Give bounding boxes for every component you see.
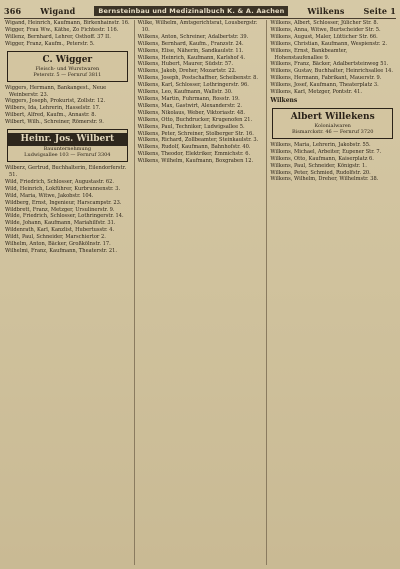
directory-entry: Wildt, Paul, Schneider, Marschiertor 2. (5, 234, 106, 241)
ad-line: Ludwigsallee 103 — Fernruf 3304 (24, 152, 111, 159)
directory-entry: Wilkens, Christian, Kaufmann, Wespienstr. 2. (270, 40, 388, 47)
directory-entry: Wilkens, Martin, Fuhrmann, Rosstr. 19. (137, 95, 240, 102)
col3-entries-bottom (270, 142, 395, 183)
directory-entry: Wilkens, Otto, Buchdrucker, Krugenofen 21. (137, 116, 253, 123)
directory-entry: Wigger, Franz, Kaufm., Peterstr. 5. (5, 40, 95, 47)
directory-entry: Wild, Friedrich, Schlosser, Augustastr. 62. (5, 178, 114, 185)
directory-entry: Wilkens, Gustav, Buchhalter, Heinrichsallee 14. (270, 68, 394, 75)
col2-entries (138, 20, 263, 165)
directory-entry: Wild, Maria, Witwe, Jakobstr. 104. (5, 192, 94, 199)
ad-line: Peterstr. 5 — Fernruf 3811 (33, 71, 102, 78)
header-word-right: Wilkens (307, 5, 345, 16)
directory-entry: Wilbert, Alfred, Kaufm., Annastr. 8. (5, 112, 97, 119)
column-3 (266, 20, 395, 565)
advertisement-wilbert (7, 129, 128, 162)
directory-entry: Wilkens, Otto, Kaufmann, Kaiserplatz 6. (270, 155, 374, 162)
directory-entry: Wilkens, Heinrich, Kaufmann, Karlshof 4. (137, 54, 246, 61)
directory-entry: Wilbers, Ida, Lehrerin, Hasselstr. 17. (5, 105, 101, 112)
directory-entry: Wilkens, Hubert, Maurer, Südstr. 57. (137, 61, 234, 68)
directory-entry: Wilke, Wilhelm, Amtsgerichtsrat, Lousbergstr. 10. (137, 20, 258, 33)
directory-entry: Wilkens, Paul, Schneider, Königstr. 1. (270, 162, 367, 169)
column-2 (134, 20, 263, 565)
directory-entry: Wilkens, Peter, Schreiner, Stolberger Str. 16. (137, 130, 254, 137)
directory-entry: Wilkens, Michael, Arbeiter, Eupener Str. 7. (270, 148, 382, 155)
advertisement-wigger (7, 51, 128, 82)
ad-line: Fleisch- und Wurstwaren (35, 65, 100, 72)
directory-entry: Wilkens, Anna, Witwe, Burtscheider Str. 5. (270, 26, 381, 33)
col1-entries-top (5, 20, 130, 48)
directory-entry: Wild, Heinrich, Lokführer, Kurbrunnenstr. 3. (5, 185, 121, 192)
col3-entries-top (270, 20, 395, 96)
directory-entry: Wilde, Johann, Kaufmann, Mariahilfstr. 31. (5, 220, 116, 227)
columns (5, 20, 395, 565)
directory-entry: Wilkens, Nikolaus, Weber, Viktoriastr. 48. (137, 109, 245, 116)
header-word-left: Wigand (40, 5, 76, 16)
directory-entry: Wigger, Frau Ww., Käthe, Zo Fichtestr. 116. (5, 26, 119, 33)
ad-line: Kolonialwaren (314, 122, 351, 129)
ad-line: Bismarckstr. 46 — Fernruf 3720 (291, 128, 374, 135)
directory-entry: Wiggers, Joseph, Prokurist, Zollstr. 12. (5, 98, 106, 105)
page-number-left: 366 (4, 5, 22, 16)
directory-entry: Wilberz, Gertrud, Buchhalterin, Eilendorferstr. 51. (5, 165, 127, 178)
directory-entry: Wilkens, Karl, Metzger, Pontstr. 41. (270, 89, 362, 96)
ad-name: Albert Willekens (290, 111, 375, 122)
directory-entry: Wilkens, Albert, Schlosser, Jülicher Str. 8. (270, 20, 379, 26)
directory-entry: Wilkens, Ernst, Bankbeamter, Hohenstaufenallee 9. (270, 47, 348, 61)
directory-entry: Wilkens, Joseph, Postschaffner, Scheibenstr. 8. (137, 75, 259, 82)
directory-entry: Wilkens, Karl, Schlosser, Lothringerstr. 96. (137, 82, 249, 89)
ad-name: Heinr. Jos. Wilbert (8, 133, 127, 146)
directory-entry: Wilkens, Josef, Kaufmann, Theaterplatz 3. (270, 82, 379, 89)
directory-entry: Wilkens, Wilhelm, Kaufmann, Boxgraben 12. (137, 158, 254, 165)
header-center-banner: Bernsteinbau und Medizinalbuch K. & A. Aachen (94, 6, 288, 16)
directory-entry: Wildberg, Ernst, Ingenieur, Harscampstr. 23. (5, 199, 122, 206)
directory-entry: Wilkens, Peter, Schmied, Rudolfstr. 20. (270, 169, 371, 176)
directory-entry: Wilkens, Elise, Näherin, Sandkaulstr. 11. (137, 47, 244, 54)
directory-entry: Wilkens, Bernhard, Kaufm., Franzstr. 24. (137, 40, 244, 47)
directory-entry: Wigand, Heinrich, Kaufmann, Birkenhainstr. 16. (5, 20, 130, 26)
directory-entry: Wilhelm, Anton, Bäcker, Großkölnstr. 17. (5, 241, 111, 248)
directory-entry: Wilkens, August, Maler, Lütticher Str. 66. (270, 33, 378, 40)
directory-entry: Wiggers, Hermann, Bankangest., Neue Weinberstr. 23. (5, 84, 107, 98)
ad-name: C. Wigger (42, 54, 93, 65)
page-header (4, 4, 396, 17)
directory-entry: Wildenrath, Karl, Kanzlist, Hubertusstr. 4. (5, 227, 115, 234)
directory-entry: Wilkens, Leo, Kaufmann, Wallstr. 30. (137, 89, 233, 96)
directory-entry: Wilkens, Jakob, Dreher, Mozartstr. 22. (137, 68, 237, 75)
col1-entries-mid (5, 85, 130, 126)
col1-entries-bottom (5, 165, 130, 255)
ad-line: Bauunternehmung (43, 146, 92, 153)
directory-entry: Wilkens, Rudolf, Kaufmann, Bahnhofstr. 40. (137, 144, 251, 151)
directory-entry: Wilde, Friedrich, Schlosser, Lothringerstr. 14. (5, 213, 124, 220)
directory-entry: Wilkens, Hermann, Fabrikant, Mauerstr. 9. (270, 75, 382, 82)
directory-entry: Wilbert, Wilh., Schreiner, Römerstr. 9. (5, 119, 104, 126)
directory-entry: Willenz, Bernhard, Lehrer, Osthoff. 37 II. (5, 33, 111, 40)
directory-entry: Wilkens, Anton, Schreiner, Adalbertstr. 39. (137, 33, 249, 40)
advertisement-willekens (272, 108, 393, 139)
directory-entry: Wilhelmi, Franz, Kaufmann, Theaterstr. 21. (5, 247, 118, 254)
header-rule (4, 18, 396, 19)
directory-entry: Wilkens, Maria, Lehrerin, Jakobstr. 55. (270, 141, 371, 148)
directory-entry: Wilkens, Richard, Zollbeamter, Steinkaulstr. 3. (137, 137, 259, 144)
directory-entry: Wilkens, Theodor, Elektriker, Emmichstr. 6. (137, 151, 251, 158)
directory-entry: Wilkens, Franz, Bäcker, Adalbertsteinweg 51. (270, 61, 389, 68)
directory-entry: Wilkens, Max, Gastwirt, Alexanderstr. 2. (137, 102, 243, 109)
section-heading: Wilkens (270, 96, 298, 104)
directory-entry: Wildbrett, Franz, Metzger, Ursulinerstr. 9. (5, 206, 115, 213)
column-1 (5, 20, 130, 565)
directory-entry: Wilkens, Paul, Techniker, Ludwigsallee 5. (137, 123, 245, 130)
directory-entry: Wilkens, Wilhelm, Dreher, Wilhelmstr. 38. (270, 176, 379, 183)
page-number-right: Seite 1 (363, 5, 396, 16)
